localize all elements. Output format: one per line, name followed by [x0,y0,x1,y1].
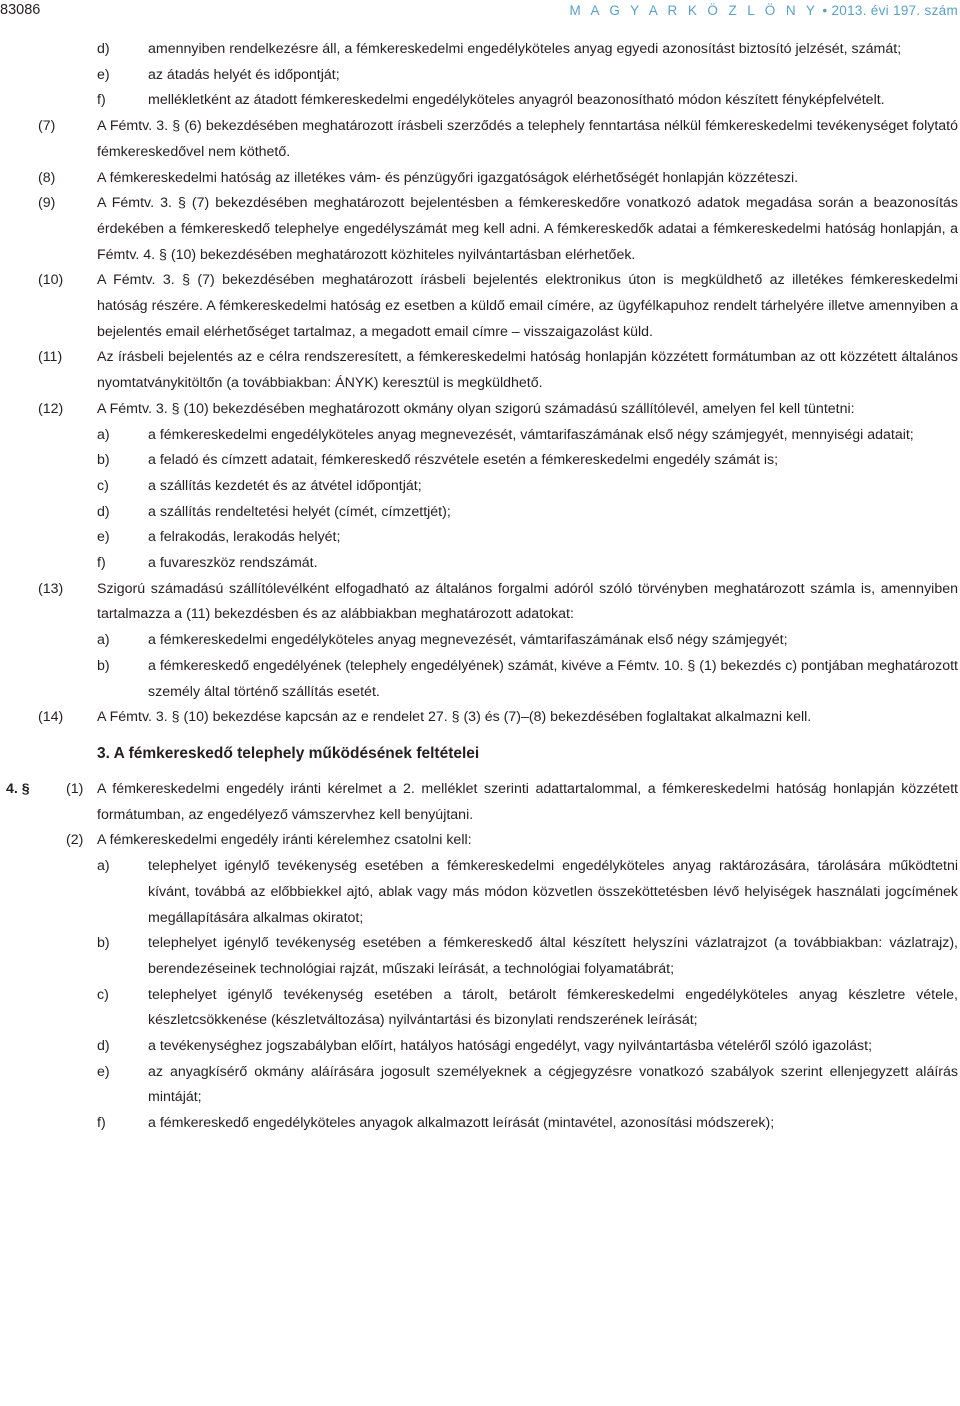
section-label: 4. § [6,780,30,797]
paragraph-number: (14) [38,709,64,726]
list-item [97,551,958,577]
paragraph-text: A Fémtv. 3. § (7) bekezdésében meghatározott írásbeli bejelentés elektronikus úton is megküldhető az illetékes fémkereskedelmi hatóság részére. A fémkereskedelmi hatóság ez esetben a küldő email címére, az ügyfélkapuhoz rendelt tárhelyére illetve amennyiben a bejelentés email elérhetőséget tartalmaz, a megadott email címre – visszaigazolást küld. [97,272,958,340]
paragraph-text: A Fémtv. 3. § (10) bekezdésében meghatározott okmány olyan szigorú számadású szállítólevél, amelyen fel kell tüntetni: [97,400,855,417]
item-label: e) [97,529,110,546]
paragraph-number: (7) [38,118,56,135]
item-text: telephelyet igénylő tevékenység esetében a fémkereskedő által készített helyszíni vázlatrajzot (a továbbiakban: vázlatrajz), berendezéseinek technológiai rajzát, műszaki leírását, a technológiai folyamatábrát; [148,935,958,977]
paragraph-number: (12) [38,400,64,417]
item-label: a) [97,858,110,875]
paragraph-text: A Fémtv. 3. § (6) bekezdésében meghatározott írásbeli szerződés a telephely fenntartása nélkül fémkereskedelmi tevékenységet folytató fémkereskedővel nem köthető. [97,118,958,160]
paragraph-number: (9) [38,195,56,212]
journal-title: M A G Y A R K Ö Z L Ö N Y [569,3,819,18]
item-label: a) [97,632,110,649]
item-text: a fémkereskedő engedélyének (telephely engedélyének) számát, kivéve a Fémtv. 10. § (1) bekezdés c) pontjában meghatározott személy által történő szállítás esetét. [148,657,958,700]
item-text: a felrakodás, lerakodás helyét; [148,529,341,546]
list-item [97,63,958,89]
paragraph [0,114,960,165]
item-label: b) [97,452,110,469]
list-item [97,37,958,63]
paragraph-text: A Fémtv. 3. § (10) bekezdése kapcsán az e rendelet 27. § (3) és (7)–(8) bekezdésében foglaltakat alkalmazni kell. [97,709,812,726]
item-text: az anyagkísérő okmány aláírására jogosult személyeknek a cégjegyzésre vonatkozó szabályok szerint ellenjegyzett aláírás mintáját; [148,1063,958,1106]
item-text: telephelyet igénylő tevékenység esetében a fémkereskedelmi engedélyköteles anyag raktározására, tárolására működtetni kívánt, továbbá az előbbiekkel ajtó, ablak vagy más módon közvetlen összeköttetésben lévő helyiségek használati jogcímének megállapítására alkalmas okiratot; [148,858,958,926]
item-text: a szállítás rendeltetési helyét (címét, címzettjét); [148,503,451,520]
item-label: a) [97,426,110,443]
item-text: mellékletként az átadott fémkereskedelmi engedélyköteles anyagról beazonosítható módon készített fényképfelvételt. [148,92,885,109]
item-text: telephelyet igénylő tevékenység esetében a tárolt, betárolt fémkereskedelmi engedélyköteles anyag készletre vétele, készletcsökkenése (készletváltozása) nyilvántartási és bizonylati rendszerének leírását; [148,986,958,1029]
item-label: b) [97,657,110,674]
paragraph [0,166,960,192]
item-label: d) [97,503,110,520]
page-header [0,0,960,22]
paragraph-text: A Fémtv. 3. § (7) bekezdésében meghatározott bejelentésben a fémkereskedőre vonatkozó adatok megadása során a beazonosítás érdekében a fémkereskedő telephelye engedélyszámát meg kell adni. A fémkereskedők adatai a fémkereskedelmi hatóság honlapján, a Fémtv. 4. § (10) bekezdésében meghatározott közhiteles nyilvántartásban elérhetőek. [97,195,958,263]
item-label: b) [97,935,110,952]
list-item [97,654,958,705]
paragraph-text: Az írásbeli bejelentés az e célra rendszeresített, a fémkereskedelmi hatóság honlapján közzétett formátumban az ott közzétett általános nyomtatványkitöltőn (a továbbiakban: ÁNYK) keresztül is megküldhető. [97,349,958,392]
paragraph-text: A fémkereskedelmi engedély iránti kérelmet a 2. melléklet szerinti adattartalommal, a fémkereskedelmi hatóság honlapján közzétett formátumban, az engedélyező vámszervhez kell benyújtani. [97,780,958,823]
item-label: c) [97,477,109,494]
item-text: a fuvareszköz rendszámát. [148,555,318,572]
paragraph [0,268,960,345]
issue-info: • 2013. évi 197. szám [822,3,958,18]
item-text: a fémkereskedelmi engedélyköteles anyag megnevezését, vámtarifaszámának első négy számjegyét; [148,632,788,649]
item-text: a fémkereskedő engedélyköteles anyagok alkalmazott leírását (mintavétel, azonosítási módszerek); [148,1115,775,1132]
paragraph-number: (10) [38,272,64,289]
paragraph-number: (2) [66,832,84,849]
item-text: amennyiben rendelkezésre áll, a fémkereskedelmi engedélyköteles anyag egyedi azonosítást biztosító jelzését, számát; [148,41,902,57]
paragraph [0,191,960,268]
item-label: d) [97,1038,110,1055]
item-text: a feladó és címzett adatait, fémkereskedő részvétele esetén a fémkereskedelmi engedély számát is; [148,452,779,469]
item-label: f) [97,555,106,572]
paragraph-number: (13) [38,580,64,597]
item-label: d) [97,41,110,57]
item-label: f) [97,1115,106,1132]
list-item [97,448,958,474]
paragraph [0,828,960,854]
paragraph [0,577,960,628]
item-text: az átadás helyét és időpontját; [148,66,340,83]
page-number: 83086 [0,2,41,18]
item-label: e) [97,66,110,83]
list-item [97,423,958,449]
paragraph [0,345,960,396]
list-item [97,931,958,982]
list-item [97,525,958,551]
list-item [97,1111,958,1137]
list-item [97,983,958,1034]
item-label: c) [97,986,109,1003]
paragraph-text: A fémkereskedelmi hatóság az illetékes vám- és pénzügyőri igazgatóságok elérhetőségét honlapján közzéteszi. [97,169,799,186]
paragraph [0,705,960,731]
paragraph [0,397,960,423]
item-text: a szállítás kezdetét és az átvétel időpontját; [148,477,422,494]
list-item [97,474,958,500]
item-text: a tevékenységhez jogszabályban előírt, hatályos hatósági engedélyt, vagy nyilvántartásba vételéről szóló igazolást; [148,1038,873,1055]
paragraph-text: Szigorú számadású szállítólevélként elfogadható az általános forgalmi adóról szóló törvényben meghatározott számla is, amennyiben tartalmazza a (11) bekezdésben és az alábbiakban meghatározott adatokat: [97,580,958,623]
item-label: e) [97,1063,110,1080]
list-item [97,854,958,931]
section-heading: 3. A fémkereskedő telephely működésének feltételei [97,744,480,762]
document-body [0,37,960,1137]
paragraph-number: (11) [38,349,63,366]
paragraph-number: (1) [66,780,84,797]
list-item [97,1034,958,1060]
list-item [97,1060,958,1111]
running-head [570,0,959,24]
item-label: f) [97,92,106,109]
list-item [97,88,958,114]
list-item [97,628,958,654]
item-text: a fémkereskedelmi engedélyköteles anyag megnevezését, vámtarifaszámának első négy számjegyét, mennyiségi adatait; [148,426,914,443]
paragraph-number: (8) [38,169,56,186]
paragraph-text: A fémkereskedelmi engedély iránti kérelemhez csatolni kell: [97,832,472,849]
paragraph [0,777,960,828]
list-item [97,500,958,526]
